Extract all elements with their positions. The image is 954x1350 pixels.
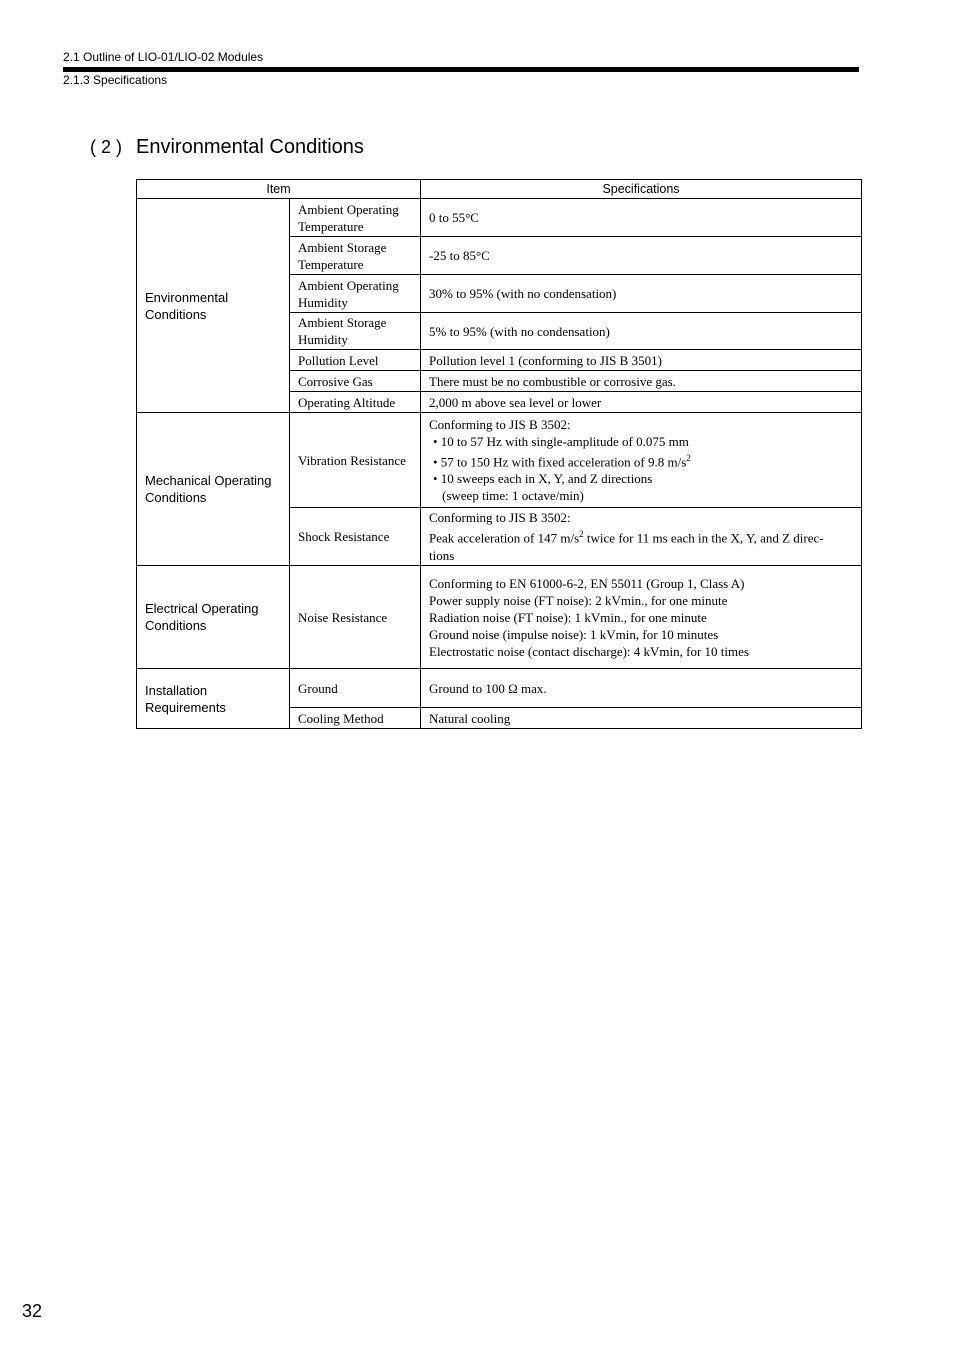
spec-text: Peak acceleration of 147 m/s — [429, 530, 580, 546]
item-cell: Ambient Storage Humidity — [290, 313, 421, 350]
header-specifications: Specifications — [421, 180, 862, 199]
item-cell: Cooling Method — [290, 708, 421, 729]
spec-bullet: • 10 to 57 Hz with single-amplitude of 0.075 mm — [433, 433, 689, 449]
table-row — [137, 413, 862, 508]
spec-cell: -25 to 85°C — [421, 237, 862, 275]
superscript: 2 — [686, 452, 691, 463]
item-cell: Corrosive Gas — [290, 371, 421, 392]
environmental-conditions-table — [136, 179, 862, 729]
spec-line: Conforming to EN 61000-6-2, EN 55011 (Group 1, Class A) — [429, 575, 745, 591]
spec-line: Electrostatic noise (contact discharge): 4 kVmin, for 10 times — [429, 643, 749, 659]
category-electrical: Electrical Operating Conditions — [137, 566, 290, 669]
item-cell: Ambient Operating Temperature — [290, 199, 421, 237]
spec-line — [429, 526, 853, 546]
spec-cell — [421, 508, 862, 566]
spec-cell: Natural cooling — [421, 708, 862, 729]
item-cell: Vibration Resistance — [290, 413, 421, 508]
item-cell: Ambient Operating Humidity — [290, 275, 421, 313]
page-number: 32 — [22, 1301, 43, 1321]
item-cell: Pollution Level — [290, 350, 421, 371]
spec-bullet: • 10 sweeps each in X, Y, and Z directions — [433, 471, 653, 487]
running-header-section: 2.1 Outline of LIO-01/LIO-02 Modules — [63, 50, 264, 64]
item-cell: Noise Resistance — [290, 566, 421, 669]
spec-line: Power supply noise (FT noise): 2 kVmin., for one minute — [429, 592, 728, 608]
superscript: 2 — [579, 529, 584, 540]
spec-bullet — [429, 450, 853, 470]
header-item: Item — [137, 180, 421, 199]
spec-bullet-text: • 57 to 150 Hz with fixed acceleration of 9.8 m/s — [433, 454, 687, 470]
spec-line: tions — [429, 547, 455, 563]
spec-cell: There must be no combustible or corrosive gas. — [421, 371, 862, 392]
table-header-row — [137, 180, 862, 199]
spec-cell — [421, 413, 862, 508]
spec-cell: 0 to 55°C — [421, 199, 862, 237]
spec-line: Conforming to JIS B 3502: — [429, 510, 571, 526]
item-cell: Operating Altitude — [290, 392, 421, 413]
running-header-subsection: 2.1.3 Specifications — [63, 73, 168, 87]
item-cell: Shock Resistance — [290, 508, 421, 566]
section-number: ( 2 ) — [90, 137, 123, 157]
spec-cell — [421, 566, 862, 669]
spec-bullet-continued: (sweep time: 1 octave/min) — [442, 488, 584, 504]
table-row — [137, 669, 862, 708]
header-rule — [63, 67, 859, 72]
spec-cell: Ground to 100 Ω max. — [421, 669, 862, 708]
section-title — [90, 136, 364, 159]
spec-line: Radiation noise (FT noise): 1 kVmin., for one minute — [429, 609, 707, 625]
spec-cell: 2,000 m above sea level or lower — [421, 392, 862, 413]
spec-cell: Pollution level 1 (conforming to JIS B 3501) — [421, 350, 862, 371]
category-environmental: Environmental Conditions — [137, 199, 290, 413]
category-installation: Installation Requirements — [137, 669, 290, 729]
spec-line: Ground noise (impulse noise): 1 kVmin, for 10 minutes — [429, 626, 719, 642]
item-cell: Ambient Storage Temperature — [290, 237, 421, 275]
spec-text: twice for 11 ms each in the X, Y, and Z direc- — [583, 530, 824, 546]
spec-line: Conforming to JIS B 3502: — [429, 416, 571, 432]
table-row — [137, 566, 862, 669]
section-title-text: Environmental Conditions — [136, 136, 364, 158]
item-cell: Ground — [290, 669, 421, 708]
category-mechanical: Mechanical Operating Conditions — [137, 413, 290, 566]
table-row — [137, 199, 862, 237]
spec-cell: 30% to 95% (with no condensation) — [421, 275, 862, 313]
spec-cell: 5% to 95% (with no condensation) — [421, 313, 862, 350]
